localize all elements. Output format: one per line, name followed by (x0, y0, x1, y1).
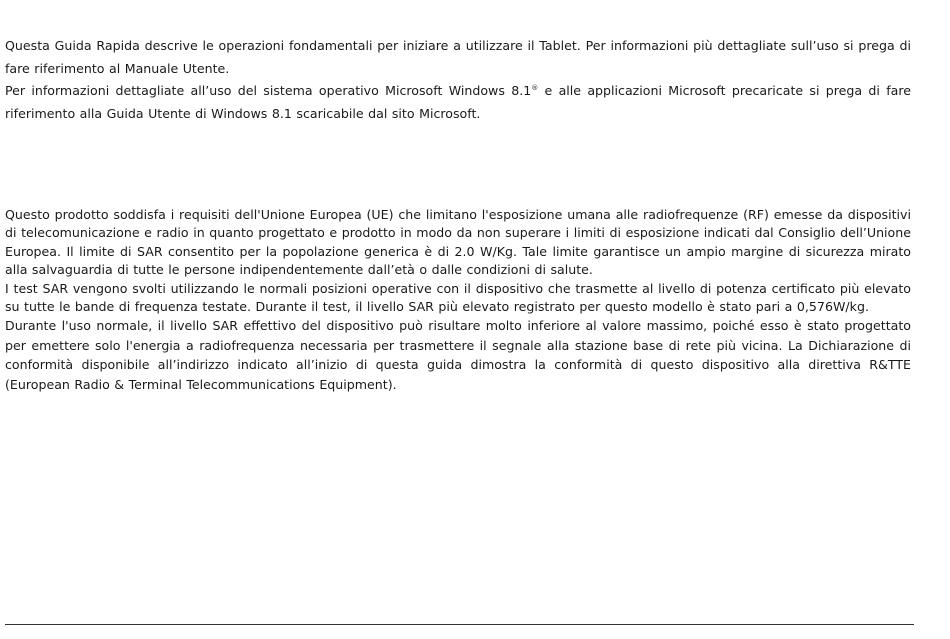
intro-section (5, 35, 911, 125)
intro-paragraph-windows (5, 80, 911, 125)
sar-paragraph-tests: I test SAR vengono svolti utilizzando le normali posizioni operative con il dispositivo che trasmette al livello di potenza certificato più elevato su tutte le bande di frequenza testate. Durante il test, il livello SAR più elevato registrato per questo modello è stato pari a 0,576W/kg. (5, 280, 911, 315)
sar-section (5, 206, 911, 394)
sar-paragraph-normal-use: Durante l'uso normale, il livello SAR effettivo del dispositivo può risultare molto inferiore al valore massimo, poiché esso è stato progettato per emettere solo l'energia a radiofrequenza necessaria per trasmettere il segnale alla stazione base di rete più vicina. La Dichiarazione di conformità disponibile all’indirizzo indicato all’inizio di questa guida dimostra la conformità di questo dispositivo alla direttiva R&TTE (European Radio & Terminal Telecommunications Equipment). (5, 318, 911, 392)
registered-mark: ® (531, 83, 539, 92)
sar-paragraph-requirements: Questo prodotto soddisfa i requisiti dell'Unione Europea (UE) che limitano l'esposizione umana alle radiofrequenze (RF) emesse da dispositivi di telecomunicazione e radio in quanto progettato e prodotto in modo da non superare i limiti di esposizione indicati dal Consiglio dell’Unione Europea. Il limite di SAR consentito per la popolazione generica è di 2.0 W/Kg. Tale limite garantisce un ampio margine di sicurezza mirato alla salvaguardia di tutte le persone indipendentemente dall’età o dalle condizioni di salute. (5, 207, 911, 278)
intro-paragraph-quick-guide: Questa Guida Rapida descrive le operazioni fondamentali per iniziare a utilizzare il Tablet. Per informazioni più dettagliate sull’uso si prega di fare riferimento al Manuale Utente. (5, 38, 911, 76)
document-page (5, 0, 911, 639)
footer-divider (5, 624, 914, 625)
windows-text-end: e alle applicazioni Microsoft precaricate si prega di fare riferimento alla Guida Utente di Windows 8.1 scaricabile dal sito Microsoft. (5, 83, 911, 121)
windows-text-start: Per informazioni dettagliate all’uso del sistema operativo Microsoft Windows 8.1 (5, 83, 532, 98)
